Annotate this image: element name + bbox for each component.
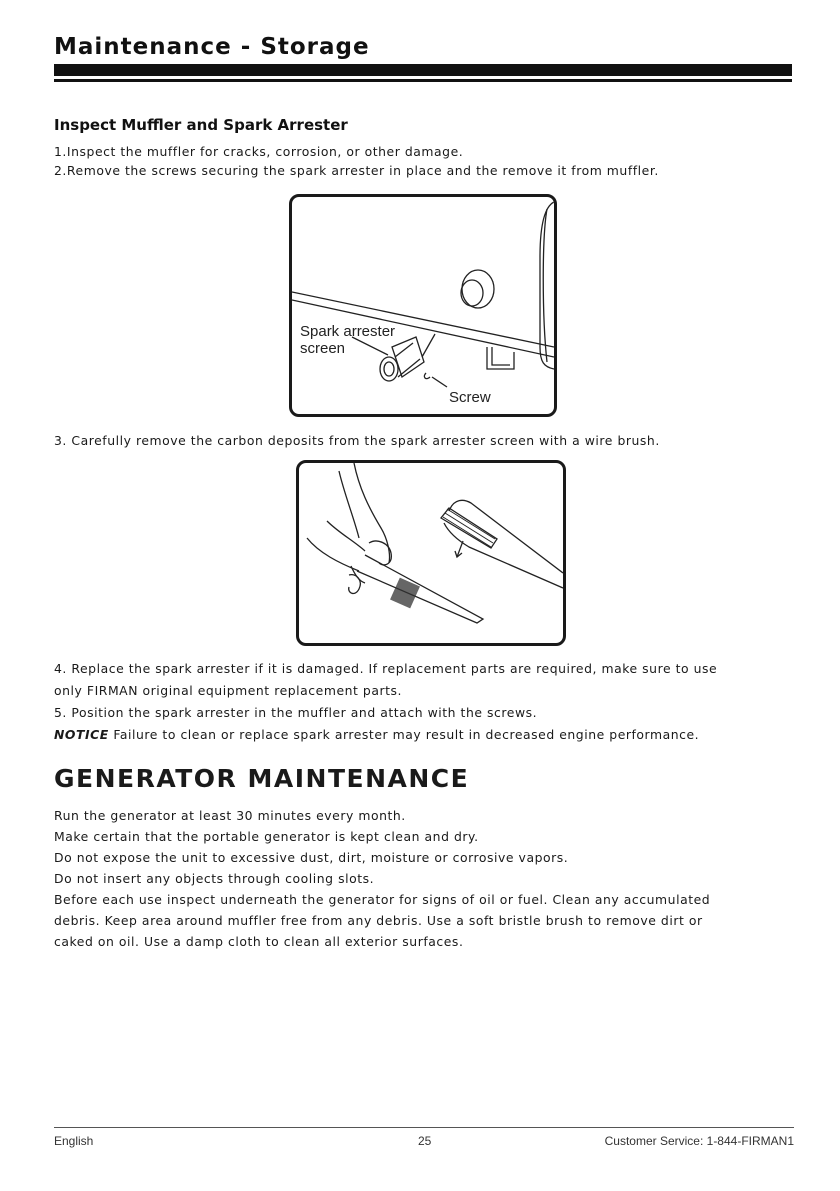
title-rule-thin <box>54 79 792 82</box>
footer-language: English <box>54 1134 94 1148</box>
step-1: 1.Inspect the muffler for cracks, corrosion, or other damage. <box>54 144 464 159</box>
spark-arrester-figure <box>289 194 557 417</box>
title-rule-thick <box>54 64 792 76</box>
footer-customer-service: Customer Service: 1-844-FIRMAN1 <box>604 1134 794 1148</box>
spark-arrester-illustration <box>292 197 554 414</box>
step-5: 5. Position the spark arrester in the muffler and attach with the screws. <box>54 705 538 720</box>
step-2: 2.Remove the screws securing the spark arrester in place and the remove it from muffler. <box>54 163 659 178</box>
generator-line-5: Before each use inspect underneath the generator for signs of oil or fuel. Clean any accumulated <box>54 892 711 907</box>
generator-line-1: Run the generator at least 30 minutes every month. <box>54 808 406 823</box>
page-title: Maintenance - Storage <box>54 34 370 60</box>
label-screen-line2: screen <box>300 340 346 357</box>
section-heading-muffler: Inspect Muffler and Spark Arrester <box>54 116 348 134</box>
step-4-line-2: only FIRMAN original equipment replacement parts. <box>54 683 403 698</box>
section-heading-generator: GENERATOR MAINTENANCE <box>54 764 470 793</box>
step-4-line-1: 4. Replace the spark arrester if it is damaged. If replacement parts are required, make sure to use <box>54 661 718 676</box>
label-screen-line1: Spark arrester <box>300 323 396 340</box>
generator-line-2: Make certain that the portable generator is kept clean and dry. <box>54 829 479 844</box>
label-screw: Screw <box>449 389 491 406</box>
footer-page-number: 25 <box>418 1134 432 1148</box>
generator-line-6: debris. Keep area around muffler free from any debris. Use a soft bristle brush to remove dirt or <box>54 913 703 928</box>
notice-text: Failure to clean or replace spark arrester may result in decreased engine performance. <box>108 727 700 742</box>
notice-label: NOTICE <box>54 727 109 742</box>
footer-rule <box>54 1127 794 1128</box>
wire-brush-illustration <box>299 463 563 643</box>
generator-line-4: Do not insert any objects through cooling slots. <box>54 871 375 886</box>
generator-line-7: caked on oil. Use a damp cloth to clean all exterior surfaces. <box>54 934 464 949</box>
wire-brush-figure <box>296 460 566 646</box>
notice-paragraph <box>54 724 794 745</box>
step-3: 3. Carefully remove the carbon deposits from the spark arrester screen with a wire brush. <box>54 433 660 448</box>
generator-line-3: Do not expose the unit to excessive dust, dirt, moisture or corrosive vapors. <box>54 850 569 865</box>
